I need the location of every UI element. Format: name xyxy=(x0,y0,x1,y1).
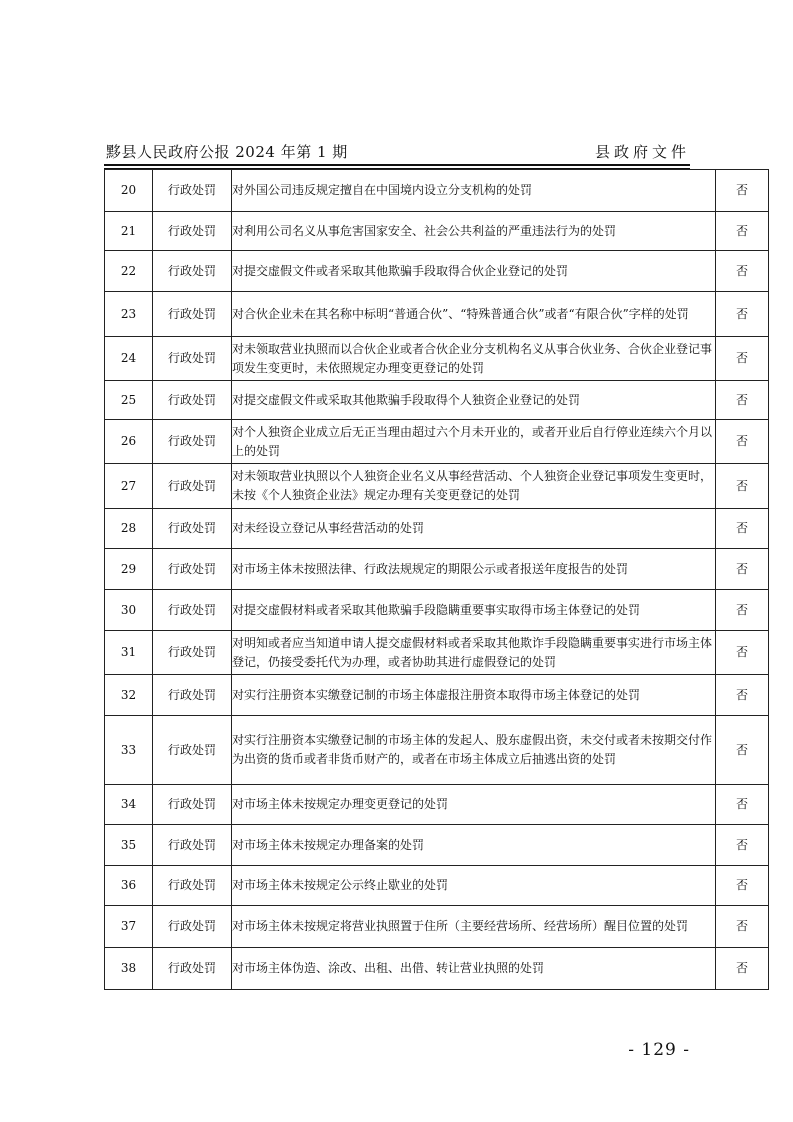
penalty-type: 行政处罚 xyxy=(153,381,232,420)
status-flag: 否 xyxy=(716,170,769,212)
status-flag: 否 xyxy=(716,464,769,509)
penalty-item: 对个人独资企业成立后无正当理由超过六个月未开业的，或者开业后自行停业连续六个月以上的处罚 xyxy=(232,420,716,464)
penalty-item: 对利用公司名义从事危害国家安全、社会公共利益的严重违法行为的处罚 xyxy=(232,212,716,251)
row-number: 34 xyxy=(105,785,153,825)
penalty-item: 对市场主体未按规定办理备案的处罚 xyxy=(232,825,716,866)
row-number: 25 xyxy=(105,381,153,420)
status-flag: 否 xyxy=(716,292,769,337)
status-flag: 否 xyxy=(716,381,769,420)
table-row xyxy=(105,549,769,590)
status-flag: 否 xyxy=(716,420,769,464)
table-row xyxy=(105,675,769,716)
status-flag: 否 xyxy=(716,251,769,292)
status-flag: 否 xyxy=(716,337,769,381)
status-flag: 否 xyxy=(716,716,769,785)
penalty-type: 行政处罚 xyxy=(153,170,232,212)
penalty-item: 对未领取营业执照以个人独资企业名义从事经营活动、个人独资企业登记事项发生变更时，未按《个人独资企业法》规定办理有关变更登记的处罚 xyxy=(232,464,716,509)
table-row xyxy=(105,420,769,464)
status-flag: 否 xyxy=(716,509,769,549)
row-number: 24 xyxy=(105,337,153,381)
penalty-item: 对未经设立登记从事经营活动的处罚 xyxy=(232,509,716,549)
status-flag: 否 xyxy=(716,825,769,866)
penalty-type: 行政处罚 xyxy=(153,866,232,906)
penalty-type: 行政处罚 xyxy=(153,251,232,292)
table-row xyxy=(105,464,769,509)
status-flag: 否 xyxy=(716,549,769,590)
penalty-item: 对市场主体未按规定公示终止歇业的处罚 xyxy=(232,866,716,906)
penalty-type: 行政处罚 xyxy=(153,420,232,464)
penalty-type: 行政处罚 xyxy=(153,948,232,990)
status-flag: 否 xyxy=(716,785,769,825)
status-flag: 否 xyxy=(716,675,769,716)
penalty-type: 行政处罚 xyxy=(153,212,232,251)
penalty-type: 行政处罚 xyxy=(153,716,232,785)
row-number: 37 xyxy=(105,906,153,948)
penalty-type: 行政处罚 xyxy=(153,337,232,381)
penalty-type: 行政处罚 xyxy=(153,631,232,675)
row-number: 35 xyxy=(105,825,153,866)
table-row xyxy=(105,631,769,675)
page-number: - 129 - xyxy=(628,1040,690,1060)
row-number: 20 xyxy=(105,170,153,212)
table-row xyxy=(105,337,769,381)
table-row xyxy=(105,785,769,825)
row-number: 27 xyxy=(105,464,153,509)
table-row xyxy=(105,212,769,251)
row-number: 36 xyxy=(105,866,153,906)
penalty-item: 对市场主体未按照法律、行政法规规定的期限公示或者报送年度报告的处罚 xyxy=(232,549,716,590)
row-number: 23 xyxy=(105,292,153,337)
penalty-type: 行政处罚 xyxy=(153,509,232,549)
table-row xyxy=(105,716,769,785)
table-row xyxy=(105,292,769,337)
penalty-item: 对明知或者应当知道申请人提交虚假材料或者采取其他欺诈手段隐瞒重要事实进行市场主体登记，仍接受委托代为办理，或者协助其进行虚假登记的处罚 xyxy=(232,631,716,675)
penalty-item: 对外国公司违反规定擅自在中国境内设立分支机构的处罚 xyxy=(232,170,716,212)
penalty-table xyxy=(104,169,769,990)
table-row xyxy=(105,825,769,866)
row-number: 33 xyxy=(105,716,153,785)
table-row xyxy=(105,948,769,990)
row-number: 32 xyxy=(105,675,153,716)
penalty-type: 行政处罚 xyxy=(153,549,232,590)
status-flag: 否 xyxy=(716,212,769,251)
status-flag: 否 xyxy=(716,906,769,948)
table-row xyxy=(105,906,769,948)
header-rule-thick xyxy=(104,164,690,166)
penalty-item: 对提交虚假文件或采取其他欺骗手段取得个人独资企业登记的处罚 xyxy=(232,381,716,420)
row-number: 28 xyxy=(105,509,153,549)
penalty-item: 对实行注册资本实缴登记制的市场主体的发起人、股东虚假出资，未交付或者未按期交付作为出资的货币或者非货币财产的，或者在市场主体成立后抽逃出资的处罚 xyxy=(232,716,716,785)
status-flag: 否 xyxy=(716,948,769,990)
table-row xyxy=(105,381,769,420)
status-flag: 否 xyxy=(716,866,769,906)
penalty-type: 行政处罚 xyxy=(153,292,232,337)
table-row xyxy=(105,170,769,212)
penalty-item: 对市场主体未按规定办理变更登记的处罚 xyxy=(232,785,716,825)
row-number: 38 xyxy=(105,948,153,990)
row-number: 21 xyxy=(105,212,153,251)
penalty-item: 对合伙企业未在其名称中标明“普通合伙”、“特殊普通合伙”或者“有限合伙”字样的处罚 xyxy=(232,292,716,337)
status-flag: 否 xyxy=(716,631,769,675)
penalty-type: 行政处罚 xyxy=(153,906,232,948)
penalty-type: 行政处罚 xyxy=(153,675,232,716)
penalty-item: 对市场主体未按规定将营业执照置于住所（主要经营场所、经营场所）醒目位置的处罚 xyxy=(232,906,716,948)
penalty-type: 行政处罚 xyxy=(153,825,232,866)
penalty-type: 行政处罚 xyxy=(153,785,232,825)
gazette-title: 黟县人民政府公报 2024 年第 1 期 xyxy=(106,143,348,161)
penalty-item: 对提交虚假材料或者采取其他欺骗手段隐瞒重要事实取得市场主体登记的处罚 xyxy=(232,590,716,631)
row-number: 29 xyxy=(105,549,153,590)
penalty-item: 对未领取营业执照而以合伙企业或者合伙企业分支机构名义从事合伙业务、合伙企业登记事项发生变更时，未依照规定办理变更登记的处罚 xyxy=(232,337,716,381)
table-row xyxy=(105,866,769,906)
table-row xyxy=(105,251,769,292)
status-flag: 否 xyxy=(716,590,769,631)
row-number: 31 xyxy=(105,631,153,675)
row-number: 26 xyxy=(105,420,153,464)
penalty-type: 行政处罚 xyxy=(153,464,232,509)
penalty-item: 对提交虚假文件或者采取其他欺骗手段取得合伙企业登记的处罚 xyxy=(232,251,716,292)
section-title: 县政府文件 xyxy=(594,143,690,161)
table-row xyxy=(105,590,769,631)
row-number: 22 xyxy=(105,251,153,292)
table-row xyxy=(105,509,769,549)
penalty-item: 对市场主体伪造、涂改、出租、出借、转让营业执照的处罚 xyxy=(232,948,716,990)
penalty-type: 行政处罚 xyxy=(153,590,232,631)
row-number: 30 xyxy=(105,590,153,631)
page-header xyxy=(106,140,690,164)
penalty-item: 对实行注册资本实缴登记制的市场主体虚报注册资本取得市场主体登记的处罚 xyxy=(232,675,716,716)
